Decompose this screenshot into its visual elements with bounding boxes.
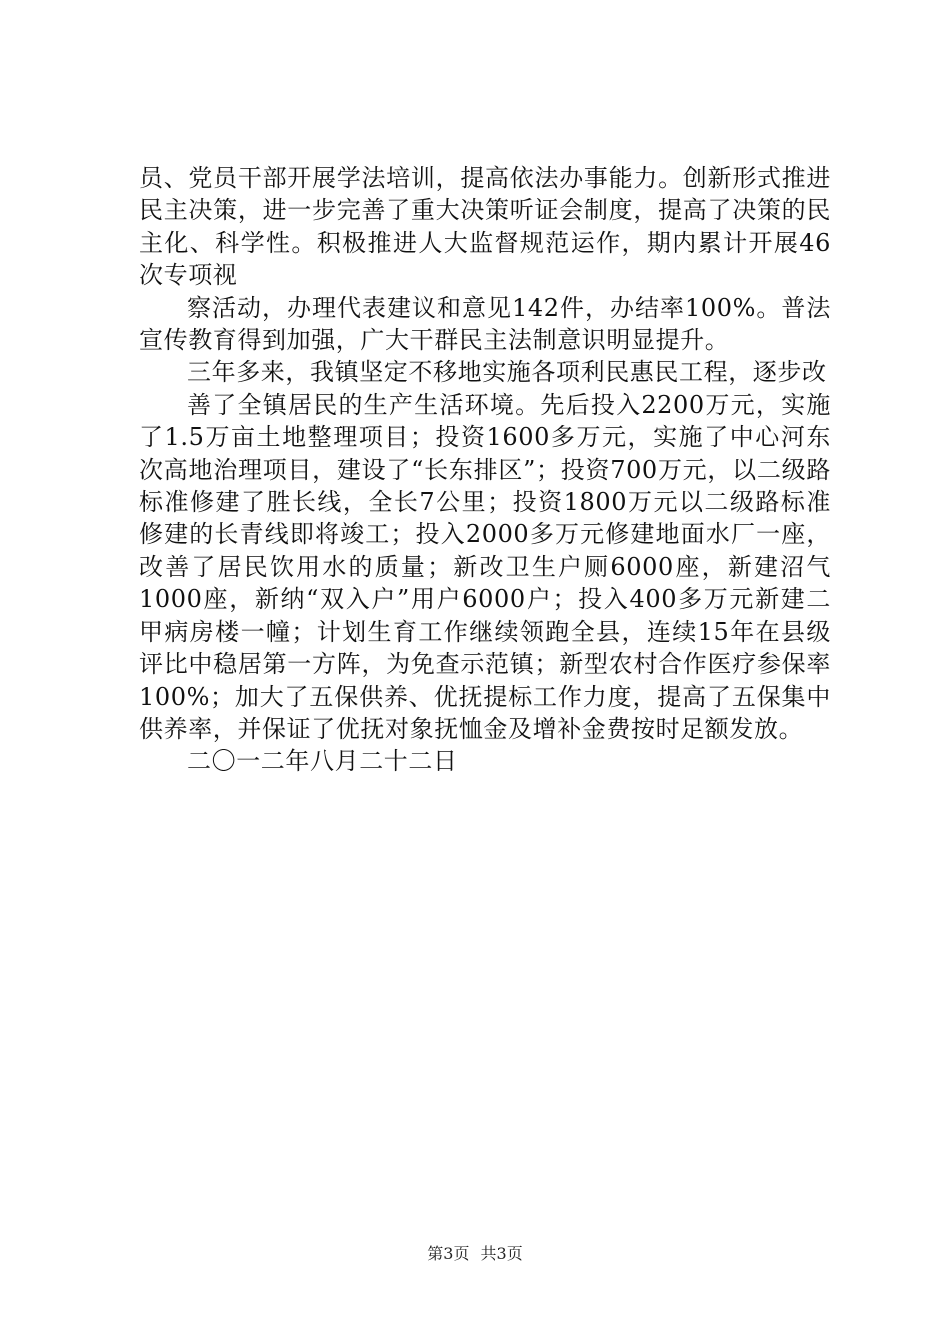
page-footer <box>0 1244 950 1264</box>
paragraph-1: 员、党员干部开展学法培训，提高依法办事能力。创新形式推进民主决策，进一步完善了重大决策听证会制度，提高了决策的民主化、科学性。积极推进人大监督规范运作，期内累计开展46次专项视 <box>139 164 831 290</box>
paragraph-2: 察活动，办理代表建议和意见142件，办结率100%。普法宣传教育得到加强，广大干群民主法制意识明显提升。 <box>139 293 831 355</box>
paragraph-3: 三年多来，我镇坚定不移地实施各项利民惠民工程，逐步改 <box>187 358 827 387</box>
page-total: 共3页 <box>480 1244 523 1263</box>
paragraph-4: 善了全镇居民的生产生活环境。先后投入2200万元，实施了1.5万亩土地整理项目；投资1600多万元，实施了中心河东次高地治理项目，建设了“长东排区”；投资700万元，以二级路标准修建了胜长线，全长7公里；投资1800万元以二级路标准修建的长青线即将竣工；投入2000多万元修建地面水厂一座，改善了居民饮用水的质量；新改卫生户厕6000座，新建沼气1000座，新纳“双入户”用户6000户；投入400多万元新建二甲病房楼一幢；计划生育工作继续领跑全县，连续15年在县级评比中稳居第一方阵，为免查示范镇；新型农村合作医疗参保率100%；加大了五保供养、优抚提标工作力度，提高了五保集中供养率，并保证了优抚对象抚恤金及增补金费按时足额发放。 <box>139 390 831 743</box>
date-line: 二〇一二年八月二十二日 <box>187 747 458 776</box>
document-body <box>139 162 831 778</box>
page-number: 第3页 <box>427 1244 470 1263</box>
